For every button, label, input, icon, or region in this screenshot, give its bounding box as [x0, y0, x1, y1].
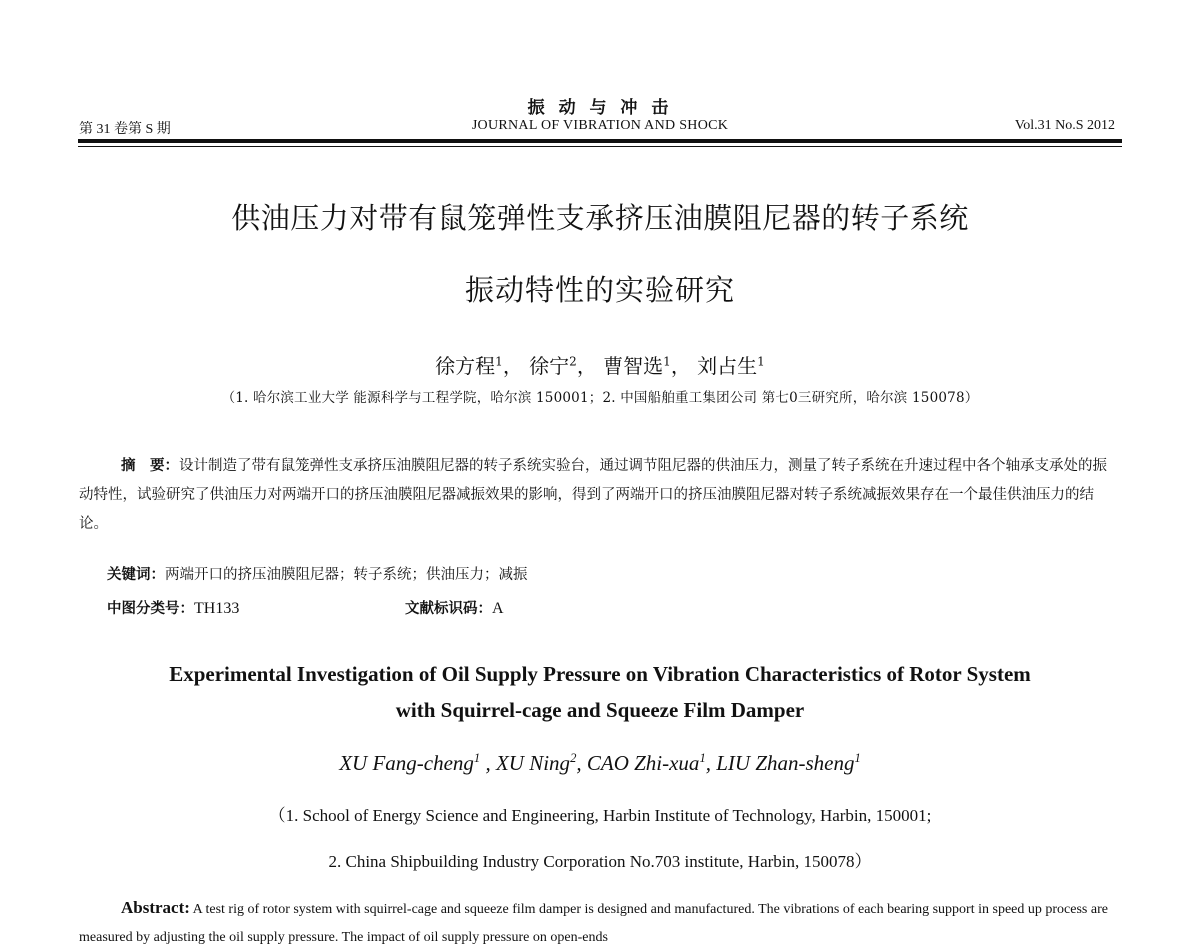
author-en-affil: 1	[854, 751, 861, 765]
author-cn-affil: 1	[495, 354, 503, 369]
classification-number	[107, 597, 239, 618]
author-en: CAO Zhi-xua	[586, 751, 700, 775]
document-code	[405, 597, 504, 618]
journal-name-chinese: 振 动 与 冲 击	[527, 98, 673, 118]
keywords-chinese	[107, 563, 528, 584]
author-en-affil: 1	[473, 751, 481, 765]
keywords-chinese-label: 关键词：	[107, 567, 165, 583]
classification-label: 中图分类号：	[107, 601, 194, 617]
author-cn-affil: 1	[757, 354, 765, 369]
author-en: LIU Zhan-sheng	[716, 751, 855, 775]
title-english-line-2: with Squirrel-cage and Squeeze Film Damper	[395, 698, 805, 722]
author-cn: 刘占生	[697, 354, 758, 378]
classification-value: TH133	[194, 600, 240, 617]
abstract-chinese-label: 摘 要：	[121, 458, 179, 474]
author-en-separator: ,	[480, 751, 496, 775]
author-en-separator: ,	[576, 751, 587, 775]
document-code-value: A	[492, 600, 504, 617]
volume-issue-english: Vol.31 No.S 2012	[1014, 118, 1115, 133]
title-chinese-line-1: 供油压力对带有鼠笼弹性支承挤压油膜阻尼器的转子系统	[231, 201, 969, 235]
document-code-label: 文献标识码：	[405, 601, 492, 617]
abstract-english-text: A test rig of rotor system with squirrel-cage and squeeze film damper is designed and manufactured. The vibrations of each bearing support in speed up process are measured by adjusting the oil supply pressure. The impact of oil supply pressure on open-ends	[79, 902, 1108, 945]
author-cn: 曹智选	[603, 354, 664, 378]
author-cn: 徐方程	[435, 354, 496, 378]
affiliation-english-line-1: （1. School of Energy Science and Engineering, Harbin Institute of Technology, Harbin, 150001;	[268, 806, 932, 825]
volume-issue-chinese: 第 31 卷第 S 期	[79, 122, 171, 137]
affiliation-chinese: （1. 哈尔滨工业大学 能源科学与工程学院，哈尔滨 150001；2. 中国船舶重工集团公司 第七0三研究所，哈尔滨 150078）	[221, 390, 979, 406]
author-en-affil: 1	[699, 751, 706, 765]
authors-english	[0, 751, 1200, 776]
abstract-chinese-text: 设计制造了带有鼠笼弹性支承挤压油膜阻尼器的转子系统实验台，通过调节阻尼器的供油压力，测量了转子系统在升速过程中各个轴承支承处的振动特性，试验研究了供油压力对两端开口的挤压油膜阻尼器减振效果的影响，得到了两端开口的挤压油膜阻尼器对转子系统减振效果存在一个最佳供油压力的结论。	[79, 458, 1107, 532]
keywords-chinese-text: 两端开口的挤压油膜阻尼器；转子系统；供油压力；减振	[165, 567, 528, 583]
author-cn: 徐宁	[529, 354, 570, 378]
author-en: XU Ning	[495, 751, 571, 775]
header-rule-thick	[78, 139, 1122, 143]
title-english-line-1: Experimental Investigation of Oil Supply Pressure on Vibration Characteristics of Rotor System	[169, 662, 1031, 686]
author-en-affil: 2	[570, 751, 577, 765]
header-rule-thin	[78, 146, 1122, 147]
abstract-english	[79, 894, 1119, 952]
abstract-english-label: Abstract:	[121, 898, 190, 917]
author-en-separator: ,	[705, 751, 717, 775]
journal-name-english: JOURNAL OF VIBRATION AND SHOCK	[471, 118, 729, 133]
authors-chinese: 徐方程$^1$， 徐宁$^2$， 曹智选$^1$， 刘占生$^1$	[435, 354, 765, 378]
author-cn-affil: 2	[569, 354, 577, 369]
title-chinese-line-2: 振动特性的实验研究	[464, 273, 735, 307]
author-cn-affil: 1	[663, 354, 671, 369]
author-en: XU Fang-cheng	[339, 751, 474, 775]
abstract-chinese	[79, 452, 1119, 539]
affiliation-english-line-2: 2. China Shipbuilding Industry Corporation No.703 institute, Harbin, 150078）	[328, 852, 872, 871]
